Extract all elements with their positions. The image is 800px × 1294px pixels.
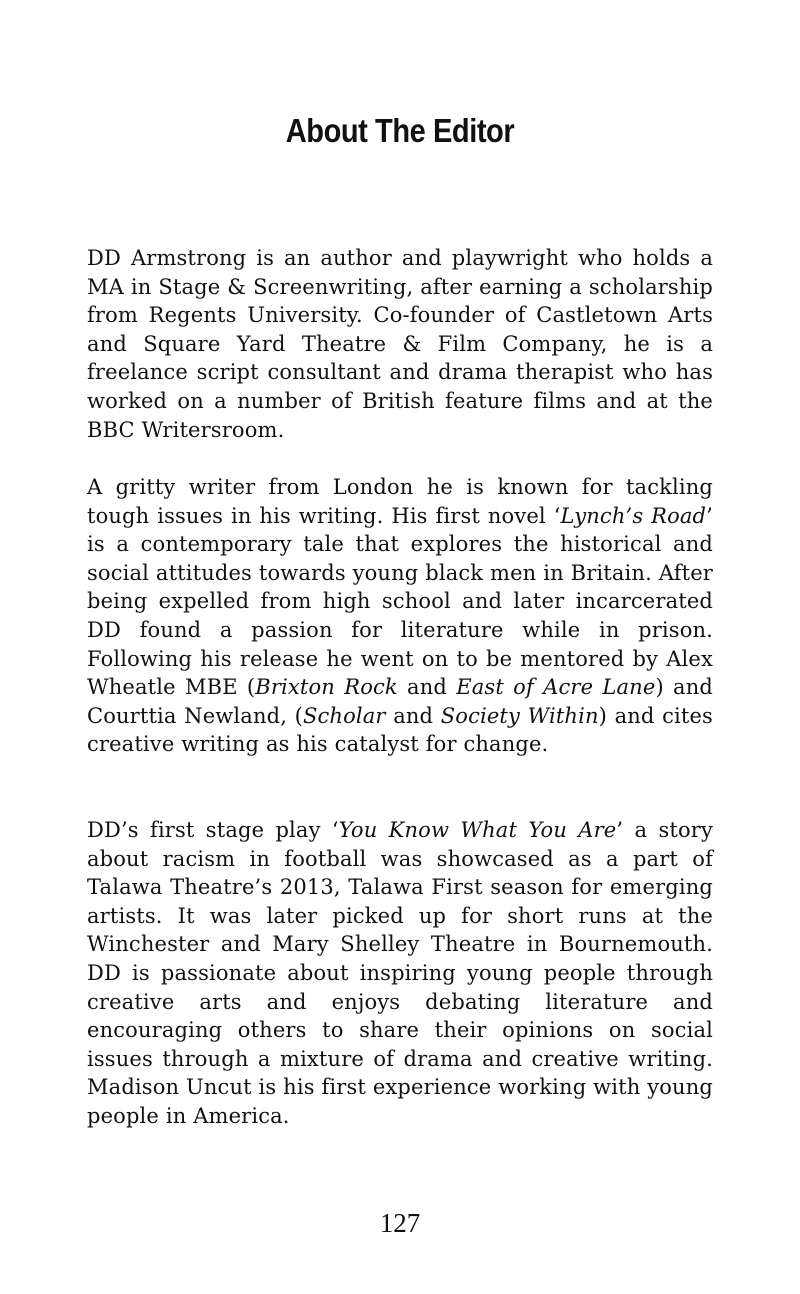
- text-run: DD’s first stage play ‘: [87, 818, 339, 842]
- paragraph-bio-stage-work: [87, 816, 713, 1131]
- book-title: Society Within: [440, 703, 599, 728]
- page-title: About The Editor: [285, 112, 515, 149]
- text-run: ’ is a contemporary tale that explores the historical and social attitudes towards young black men in Britain. After being expelled from high school and later incarcerated DD found a passion for literature while in prison. Following his release he went on to be mentored by Alex Wheatle MBE (: [87, 503, 713, 700]
- text-run: and: [397, 675, 457, 700]
- text-run: and: [385, 703, 441, 728]
- page-number: 127: [379, 1208, 421, 1238]
- play-title: You Know What You Are: [338, 818, 617, 842]
- paragraph-bio-intro: DD Armstrong is an author and playwright who holds a MA in Stage & Screenwriting, after earning a scholarship from Regents University. Co-founder of Castletown Arts and Square Yard Theatre & Film Company, he is a freelance script consultant and drama therapist who has worked on a number of British feature films and at the BBC Writersroom.: [87, 246, 713, 442]
- book-title: Brixton Rock: [255, 675, 398, 700]
- novel-title: Lynch’s Road: [560, 503, 707, 528]
- book-title: East of Acre Lane: [456, 675, 656, 700]
- paragraph-bio-background: [87, 473, 713, 759]
- text-run: ’ a story about racism in football was showcased as a part of Talawa Theatre’s 2013, Talawa First season for emerging artists. It was later picked up for short runs at the Winchester and Mary Shelley Theatre in Bournemouth. DD is passionate about inspiring young people through creative arts and enjoys debating literature and encouraging others to share their opinions on social issues through a mixture of drama and creative writing. Madison Uncut is his first experience working with young people in America.: [87, 818, 713, 1128]
- book-title: Scholar: [302, 703, 386, 728]
- text-run: A gritty writer from London he is known for tackling tough issues in his writing. His first novel ‘: [87, 475, 713, 528]
- text-run: ) and Courttia Newland, (: [87, 675, 713, 728]
- text-run: ) and cites creative writing as his catalyst for change.: [87, 703, 713, 757]
